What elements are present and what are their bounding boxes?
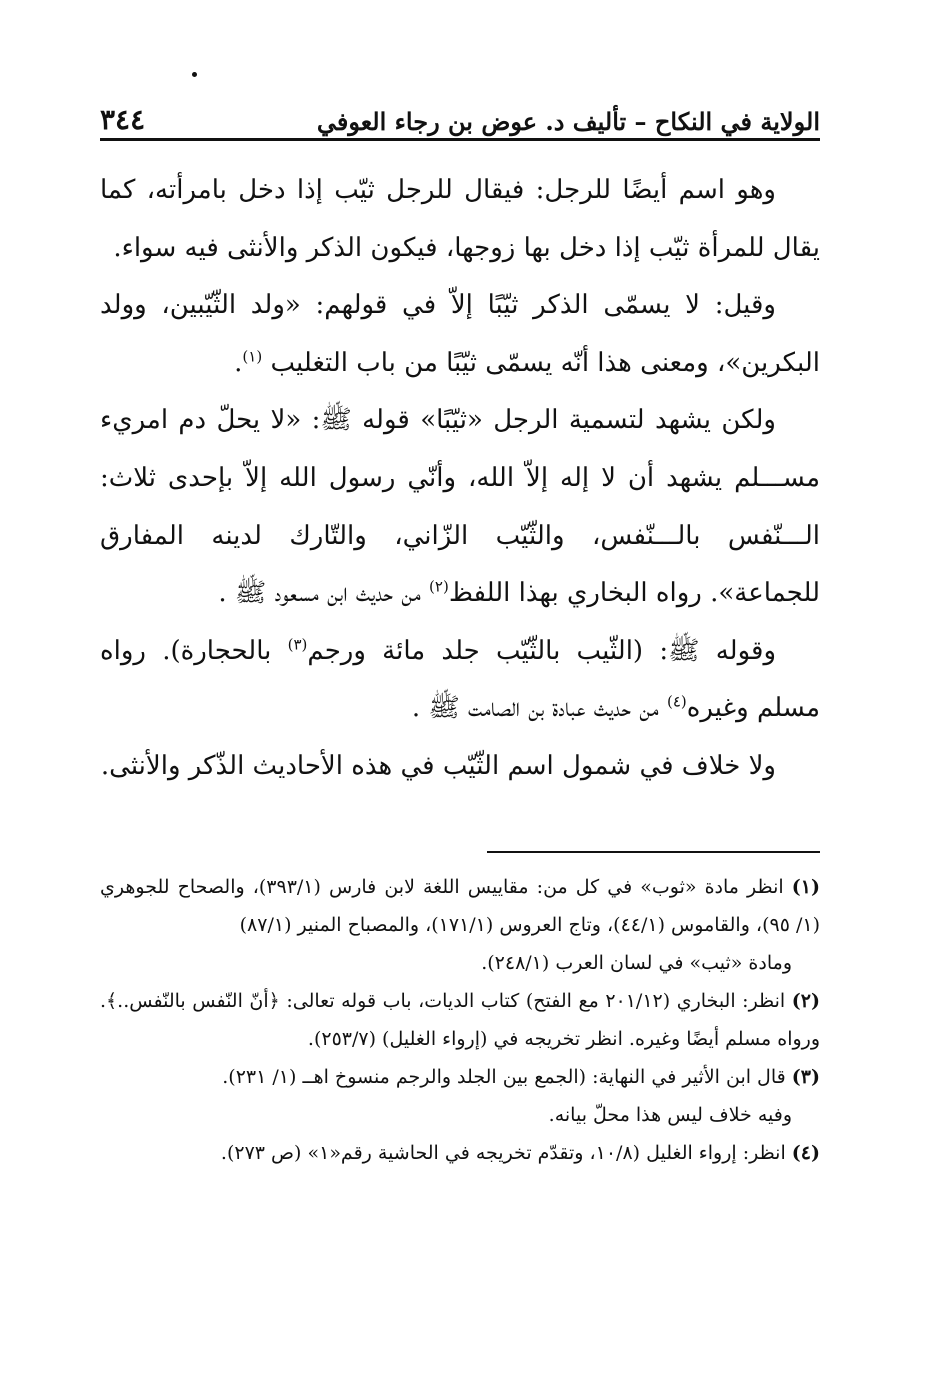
footnote-2-number: (٢) — [791, 990, 820, 1012]
footnote-4 — [100, 1134, 820, 1172]
footnote-1-continuation: ومادة «ثيب» في لسان العرب (٢٤٨/١). — [481, 952, 792, 974]
footnote-3 — [100, 1058, 820, 1096]
footnote-separator — [487, 851, 820, 853]
footnote-3-continuation: وفيه خلاف ليس هذا محلّ بيانه. — [548, 1104, 792, 1126]
paragraph-5: ولا خلاف في شمول اسم الثّيّب في هذه الأحاديث الذّكر والأنثى. — [100, 750, 776, 781]
running-title: الولاية في النكاح – تأليف د. عوض بن رجاء العوفي — [316, 107, 820, 136]
paragraph-1: وهو اسم أيضًا للرجل: فيقال للرجل ثيّب إذا دخل بامرأته، كما يقال للمرأة ثيّب إذا دخل بها زوجها، فيكون الذكر والأنثى فيه سواء. — [100, 175, 820, 263]
footnote-1-number: (١) — [791, 876, 820, 898]
paragraph-3-text-b: من حديث ابن مسعود ﷺ . — [218, 578, 430, 609]
page-header — [100, 92, 820, 141]
page-number: ٣٤٤ — [100, 103, 146, 136]
paragraph-2-text: وقيل: لا يسمّى الذكر ثيّبًا إلاّ في قولهم: «ولد الثّيّبين، وولد البكرين»، ومعنى هذا أنّه يسمّى ثيّبًا من باب التغليب — [100, 290, 820, 378]
paragraph-4 — [100, 623, 820, 738]
footnote-4-number: (٤) — [791, 1142, 820, 1164]
footnote-2-text: انظر: البخاري (٢٠١/١٢ مع الفتح) كتاب الديات، باب قوله تعالى: ﴿أنّ النّفس بالنّفس..﴾. ورواه مسلم أيضًا وغيره. انظر تخريجه في (إرواء الغليل) (٢٥٣/٧). — [100, 990, 820, 1050]
footnote-ref-1: (١) — [242, 347, 263, 366]
footnote-ref-3: (٣) — [287, 635, 308, 654]
footnote-1-text: انظر مادة «ثوب» في كل من: مقاييس اللغة لابن فارس (٣٩٣/١)، والصحاح للجوهري (١/ ٩٥)، والقاموس (٤٤/١)، وتاج العروس (١٧١/١)، والمصباح المنير (٨٧/١) — [100, 876, 820, 936]
paragraph-4-text-c: من حديث عبادة بن الصامت ﷺ . — [411, 693, 667, 724]
footnotes — [100, 868, 820, 1172]
paragraph-3 — [100, 392, 820, 622]
paragraph-4-text-b: بالحجارة). رواه مسلم وغيره — [100, 635, 820, 724]
paragraph-2: وقيل: لا يسمّى الذكر ثيّبًا إلاّ في قولهم: «ولد الثّيّبين، وولد البكرين»، ومعنى هذا أنّه يسمّى ثيّبًا من باب التغليب $^{(١)}$. — [100, 290, 820, 378]
footnote-3-text: قال ابن الأثير في النهاية: (الجمع بين الجلد والرجم منسوخ اهــ (١/ ٢٣١). — [222, 1066, 792, 1088]
footnote-ref-2: (٢) — [429, 577, 449, 596]
footnote-ref-4: (٤) — [666, 692, 687, 711]
footnote-1 — [100, 868, 820, 944]
paragraph-3-text-a: ولكن يشهد لتسمية الرجل «ثيّبًا» قوله ﷺ: «لا يحلّ دم امريء مســـلم يشهد أن لا إله إلاّ الله، وأنّي رسول الله إلاّ بإحدى ثلاث: الـــنّفس بالـــنّفس، والثّيّب الزّاني، والتّارك لدينه المفارق للجماعة». رواه البخاري بهذا اللفظ — [100, 405, 820, 609]
stray-dot-mark — [192, 72, 197, 77]
footnote-4-text: انظر: إرواء الغليل (١٠/٨، وتقدّم تخريجه في الحاشية رقم«١» (ص ٢٧٣). — [220, 1142, 792, 1164]
footnote-3-number: (٣) — [791, 1066, 820, 1088]
footnote-2 — [100, 982, 820, 1058]
main-text — [100, 162, 820, 796]
paragraph-4-text-a: وقوله ﷺ: (الثّيب بالثّيّب جلد مائة ورجم — [307, 635, 777, 666]
